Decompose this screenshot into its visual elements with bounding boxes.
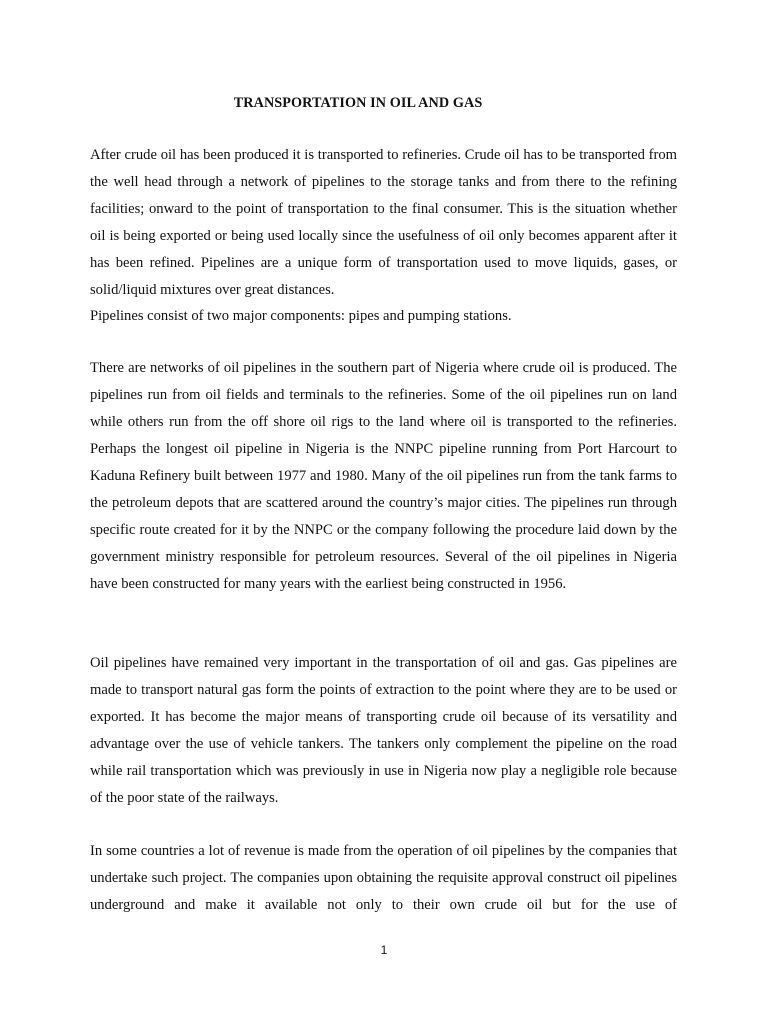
paragraph-crude-oil-transport	[90, 142, 677, 304]
paragraph-pipeline-revenue	[90, 838, 677, 919]
paragraph-text: Oil pipelines have remained very important in the transportation of oil and gas. Gas pipelines are made to transport natural gas form the points of extraction to the point where they are to be used or exported. It has become the major means of transporting crude oil because of its versatility and advantage over the use of vehicle tankers. The tankers only complement the pipeline on the road while rail transportation which was previously in use in Nigeria now play a negligible role because of the poor state of the railways.	[90, 655, 677, 806]
paragraph-text: In some countries a lot of revenue is made from the operation of oil pipelines by the companies that undertake such project. The companies upon obtaining the requisite approval construct oil pipelines underground and make it available not only to their own crude oil but for the use of	[90, 843, 677, 913]
page-number: 1	[380, 943, 388, 957]
document-title: TRANSPORTATION IN OIL AND GAS	[233, 95, 483, 111]
paragraph-pipeline-components	[90, 303, 677, 330]
paragraph-text: After crude oil has been produced it is transported to refineries. Crude oil has to be transported from the well head through a network of pipelines to the storage tanks and from there to the refining facilities; onward to the point of transportation to the final consumer. This is the situation whether oil is being exported or being used locally since the usefulness of oil only becomes apparent after it has been refined. Pipelines are a unique form of transportation used to move liquids, gases, or solid/liquid mixtures over great distances.	[90, 147, 677, 298]
paragraph-pipeline-importance	[90, 650, 677, 812]
paragraph-text: There are networks of oil pipelines in the southern part of Nigeria where crude oil is produced. The pipelines run from oil fields and terminals to the refineries. Some of the oil pipelines run on land while others run from the off shore oil rigs to the land where oil is transported to the refineries. Perhaps the longest oil pipeline in Nigeria is the NNPC pipeline running from Port Harcourt to Kaduna Refinery built between 1977 and 1980. Many of the oil pipelines run from the tank farms to the petroleum depots that are scattered around the country’s major cities. The pipelines run through specific route created for it by the NNPC or the company following the procedure laid down by the government ministry responsible for petroleum resources. Several of the oil pipelines in Nigeria have been constructed for many years with the earliest being constructed in 1956.	[90, 360, 677, 592]
paragraph-text: Pipelines consist of two major components: pipes and pumping stations.	[90, 308, 512, 324]
paragraph-nigeria-pipelines	[90, 355, 677, 598]
